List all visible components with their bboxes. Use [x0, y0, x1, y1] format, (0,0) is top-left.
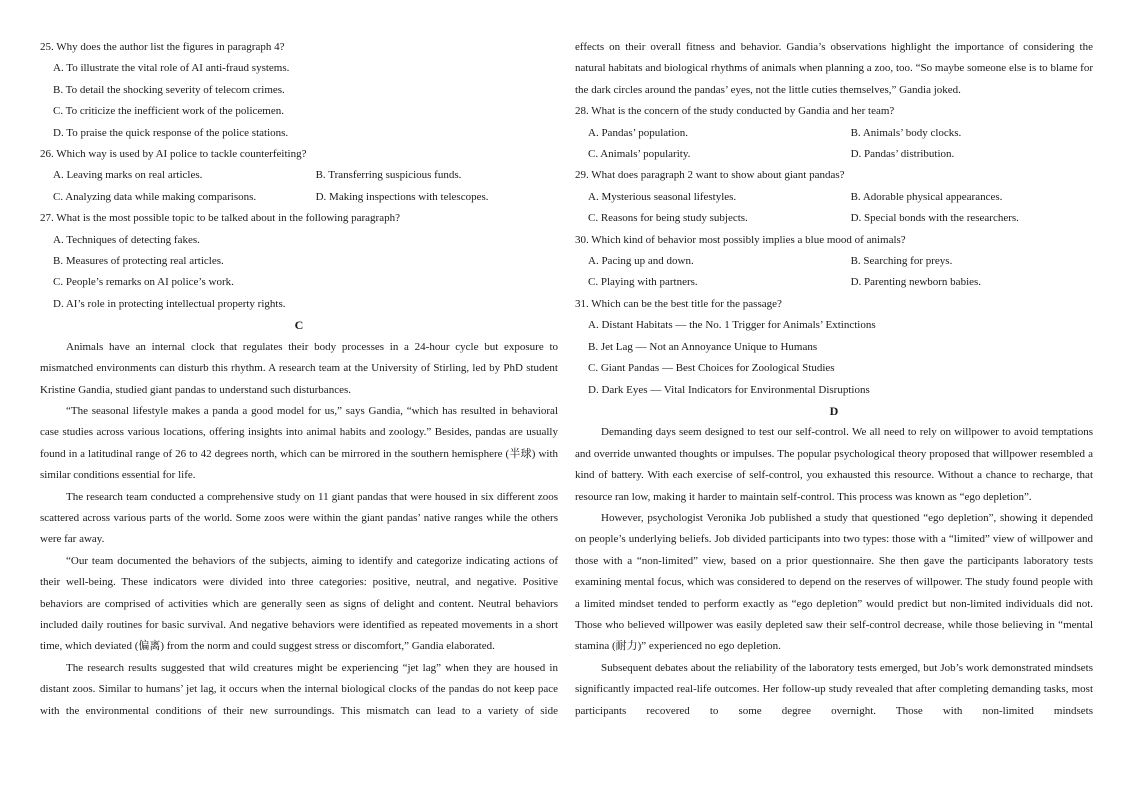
question-27-option-b: B. Measures of protecting real articles.	[53, 255, 224, 268]
question-31-option-d: D. Dark Eyes — Vital Indicators for Environmental Disruptions	[588, 383, 870, 396]
question-27-stem: 27. What is the most possible topic to be talked about in the following paragraph?	[40, 212, 400, 225]
column-right	[575, 37, 1093, 722]
question-26-option-b: B. Transferring suspicious funds.	[315, 169, 462, 182]
passage-c-heading: C	[294, 318, 304, 333]
question-31-option-a: A. Distant Habitats — the No. 1 Trigger for Animals’ Extinctions	[588, 319, 876, 332]
passage-d-paragraph-3: Subsequent debates about the reliability of the laboratory tests emerged, but Job’s work demonstrated mindsets significantly impacted real-life outcomes. Her follow-up study revealed that after completing demanding tasks, most participants recovered to some degree overnight. Those with non-limited mindsets	[575, 661, 1093, 717]
question-30-options-ab	[575, 251, 1093, 272]
question-29-option-d: D. Special bonds with the researchers.	[850, 212, 1019, 225]
passage-d-heading: D	[829, 403, 839, 418]
question-29-option-a: A. Mysterious seasonal lifestyles.	[588, 190, 737, 203]
question-25-option-c: C. To criticize the inefficient work of the policemen.	[53, 105, 284, 118]
question-29-option-c: C. Reasons for being study subjects.	[588, 212, 748, 225]
question-26-options-ab	[40, 165, 558, 186]
column-left	[40, 37, 558, 722]
question-27-option-c: C. People’s remarks on AI police’s work.	[53, 276, 234, 289]
question-30-option-d: D. Parenting newborn babies.	[850, 276, 982, 289]
question-28-options-cd	[575, 144, 1093, 165]
question-28-option-c: C. Animals’ popularity.	[588, 148, 691, 161]
question-25-option-a: A. To illustrate the vital role of AI anti-fraud systems.	[53, 62, 290, 75]
question-26-options-cd	[40, 187, 558, 208]
question-31-option-b: B. Jet Lag — Not an Annoyance Unique to Humans	[588, 340, 818, 353]
question-28-stem: 28. What is the concern of the study conducted by Gandia and her team?	[575, 105, 895, 118]
passage-c-paragraph-3: The research team conducted a comprehensive study on 11 giant pandas that were housed in six different zoos scattered across various parts of the world. Some zoos were within the giant pandas’ native ranges while the others were far away.	[40, 490, 558, 546]
passage-c-paragraph-4: “Our team documented the behaviors of the subjects, aiming to identify and categorize indicating actions of their well-being. These indicators were divided into three categories: positive, neutral, and negative. Positive behaviors are comprised of activities which are generally seen as signs of delight and content. Neutral behaviors included daily routines for basic survival. And negative behaviors were identified as repeated movements in a short time, which deviated (偏离) from the norm and could suggest stress or discomfort,” Gandia elaborated.	[40, 554, 558, 653]
question-29-options-cd	[575, 208, 1093, 229]
question-26-option-a: A. Leaving marks on real articles.	[53, 169, 203, 182]
question-25-option-b: B. To detail the shocking severity of telecom crimes.	[53, 83, 285, 96]
question-26-stem: 26. Which way is used by AI police to tackle counterfeiting?	[40, 148, 307, 161]
question-25-option-d: D. To praise the quick response of the police stations.	[53, 126, 289, 139]
passage-c-paragraph-1: Animals have an internal clock that regulates their body processes in a 24-hour cycle but exposure to mismatched environments can disturb this rhythm. A research team at the University of Stirling, led by PhD student Kristine Gandia, studied giant pandas to understand such disturbances.	[40, 340, 558, 396]
question-30-option-b: B. Searching for preys.	[850, 255, 953, 268]
question-27-option-a: A. Techniques of detecting fakes.	[53, 233, 200, 246]
passage-c-paragraph-2: “The seasonal lifestyle makes a panda a good model for us,” says Gandia, “which has resulted in behavioral case studies across various locations, offering insights into animal habits and zoology.” Besides, pandas are usually found in a latitudinal range of 26 to 42 degrees north, which can be mirrored in the southern hemisphere (半球) with similar conditions essential for life.	[40, 404, 558, 482]
question-28-options-ab	[575, 123, 1093, 144]
passage-d-paragraph-2: However, psychologist Veronika Job published a study that questioned “ego depletion”, showing it depended on people’s underlying beliefs. Job divided participants into two types: those with a “limited” view of willpower and those with a “non-limited” view, based on a prior questionnaire. She then gave the participants laboratory tests examining mental focus, which was considered to depend on the reserves of willpower. The study found people with a limited mindset tended to perform exactly as “ego depletion” would predict but non-limited individuals did not. Those who believed willpower was easily depleted saw their self-control decrease, while those believing in “mental stamina (耐力)” experienced no ego depletion.	[575, 511, 1093, 653]
question-30-option-c: C. Playing with partners.	[588, 276, 698, 289]
question-30-option-a: A. Pacing up and down.	[588, 255, 694, 268]
question-25-stem: 25. Why does the author list the figures in paragraph 4?	[40, 41, 285, 53]
question-28-option-a: A. Pandas’ population.	[588, 126, 689, 139]
question-27-option-d: D. AI’s role in protecting intellectual property rights.	[53, 297, 286, 310]
question-30-stem: 30. Which kind of behavior most possibly implies a blue mood of animals?	[575, 233, 906, 246]
passage-c-paragraph-5: The research results suggested that wild creatures might be experiencing “jet lag” when they are housed in distant zoos. Similar to humans’ jet lag, it occurs when the internal biological clocks of the pandas do not keep pace with the environmental conditions of their new surroundings. This mismatch can lead to a variety of side	[40, 661, 558, 717]
question-26-option-c: C. Analyzing data while making comparisons.	[53, 190, 257, 203]
question-29-options-ab	[575, 187, 1093, 208]
question-28-option-b: B. Animals’ body clocks.	[850, 126, 962, 139]
passage-c-paragraph-5-continuation: effects on their overall fitness and behavior. Gandia’s observations highlight the importance of considering the natural habitats and biological rhythms of animals when planning a zoo, too. “So maybe someone else is to blame for the dark circles around the pandas’ eyes, not the little cuties themselves,” Gandia joked.	[575, 41, 1093, 96]
question-29-option-b: B. Adorable physical appearances.	[850, 190, 1003, 203]
question-31-stem: 31. Which can be the best title for the passage?	[575, 297, 782, 310]
question-29-stem: 29. What does paragraph 2 want to show about giant pandas?	[575, 169, 845, 182]
question-31-option-c: C. Giant Pandas — Best Choices for Zoological Studies	[588, 362, 835, 375]
question-26-option-d: D. Making inspections with telescopes.	[315, 190, 489, 203]
question-28-option-d: D. Pandas’ distribution.	[850, 148, 955, 161]
question-30-options-cd	[575, 272, 1093, 293]
passage-d-paragraph-1: Demanding days seem designed to test our self-control. We all need to rely on willpower to avoid temptations and override unwanted thoughts or impulses. The popular psychological theory proposed that willpower resembled a kind of battery. With each exercise of self-control, you exhausted this resource. Without a chance to recharge, that resource ran low, making it harder to maintain self-control. This process was known as “ego depletion”.	[575, 426, 1093, 503]
